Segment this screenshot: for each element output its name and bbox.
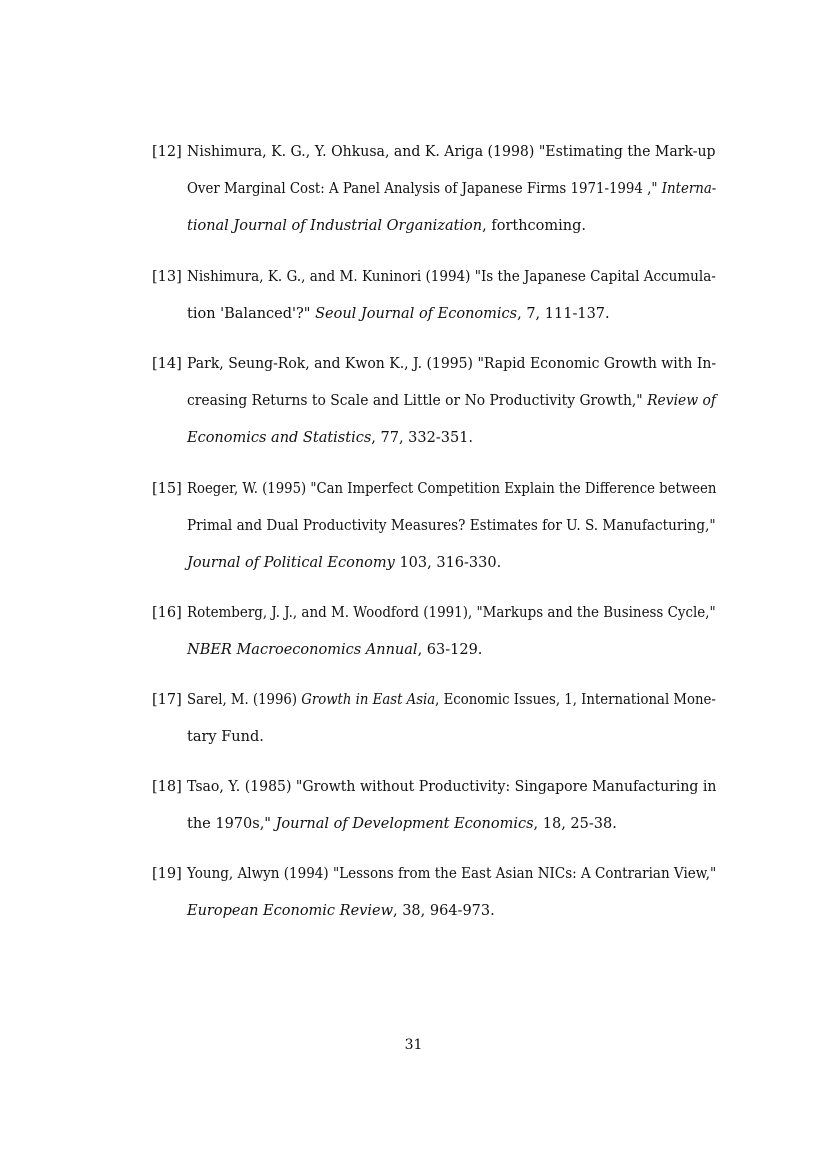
reference-number: [18]	[152, 779, 182, 795]
reference-text-run: , 38, 964-973.	[392, 903, 495, 919]
reference-text-run: Over Marginal Cost: A Panel Analysis of Japanese Firms 1971-1994 ,"	[187, 181, 662, 197]
reference-line	[187, 143, 716, 161]
reference-line	[187, 778, 717, 796]
reference-line	[187, 902, 716, 920]
reference-line	[187, 815, 716, 833]
reference-text-run: creasing Returns to Scale and Little or No Productivity Growth,"	[187, 393, 648, 409]
page-number: 31	[404, 1037, 423, 1053]
reference-text-run: Tsao, Y. (1985) "Growth without Productivity: Singapore Manufacturing in	[187, 779, 717, 795]
reference-line	[187, 355, 717, 373]
reference-text-run: Primal and Dual Productivity Measures? Estimates for U. S. Manufacturing,"	[187, 518, 716, 534]
reference-text-run: , forthcoming.	[482, 218, 587, 234]
reference-line	[187, 392, 717, 410]
reference-text-run: , 18, 25-38.	[533, 816, 617, 832]
reference-number: [19]	[152, 866, 182, 882]
reference-line	[187, 480, 717, 498]
reference-text-run: , 63-129.	[417, 642, 483, 658]
reference-line	[187, 691, 716, 709]
journal-title: Journal of Political Economy	[187, 555, 395, 571]
reference-line	[187, 268, 716, 286]
reference-text-run: , Economic Issues, 1, International Mone-	[435, 692, 716, 708]
journal-title: Interna-	[661, 181, 717, 197]
reference-line	[187, 305, 716, 323]
reference-text-run: Young, Alwyn (1994) "Lessons from the East Asian NICs: A Contrarian View,"	[187, 866, 717, 882]
reference-line	[187, 429, 716, 447]
reference-text-run: the 1970s,"	[187, 816, 276, 832]
reference-text-run: Roeger, W. (1995) "Can Imperfect Competition Explain the Difference between	[187, 481, 717, 497]
reference-line	[187, 180, 717, 198]
journal-title: Journal of Development Economics	[275, 816, 534, 832]
reference-line	[187, 517, 716, 535]
reference-line	[187, 217, 716, 235]
reference-text-run: Sarel, M. (1996)	[187, 692, 302, 708]
reference-number: [17]	[152, 692, 182, 708]
reference-text-run: , 77, 332-351.	[371, 430, 474, 446]
journal-title: Review of	[647, 393, 717, 409]
reference-text-run: , 7, 111-137.	[517, 306, 610, 322]
reference-number: [15]	[152, 481, 182, 497]
reference-line	[187, 641, 716, 659]
reference-text-run: Nishimura, K. G., and M. Kuninori (1994) "Is the Japanese Capital Accumula-	[187, 269, 716, 285]
reference-number: [13]	[152, 269, 182, 285]
reference-number: [16]	[152, 605, 182, 621]
reference-text-run: tary Fund.	[187, 729, 264, 745]
journal-title: European Economic Review	[187, 903, 393, 919]
reference-line	[187, 604, 716, 622]
journal-title: Economics and Statistics	[187, 430, 372, 446]
reference-line	[187, 554, 716, 572]
reference-text-run: Nishimura, K. G., Y. Ohkusa, and K. Ariga (1998) "Estimating the Mark-up	[187, 144, 716, 160]
reference-text-run: Park, Seung-Rok, and Kwon K., J. (1995) "Rapid Economic Growth with In-	[187, 356, 717, 372]
reference-line	[187, 728, 716, 746]
reference-number: [12]	[152, 144, 182, 160]
journal-title: NBER Macroeconomics Annual	[187, 642, 418, 658]
journal-title: Seoul Journal of Economics	[315, 306, 518, 322]
book-title: Growth in East Asia	[301, 692, 436, 708]
journal-title: tional Journal of Industrial Organization	[187, 218, 483, 234]
reference-number: [14]	[152, 356, 182, 372]
reference-text-run: 103, 316-330.	[394, 555, 502, 571]
reference-text-run: tion 'Balanced'?"	[187, 306, 316, 322]
reference-line	[187, 865, 717, 883]
reference-text-run: Rotemberg, J. J., and M. Woodford (1991), "Markups and the Business Cycle,"	[187, 605, 716, 621]
